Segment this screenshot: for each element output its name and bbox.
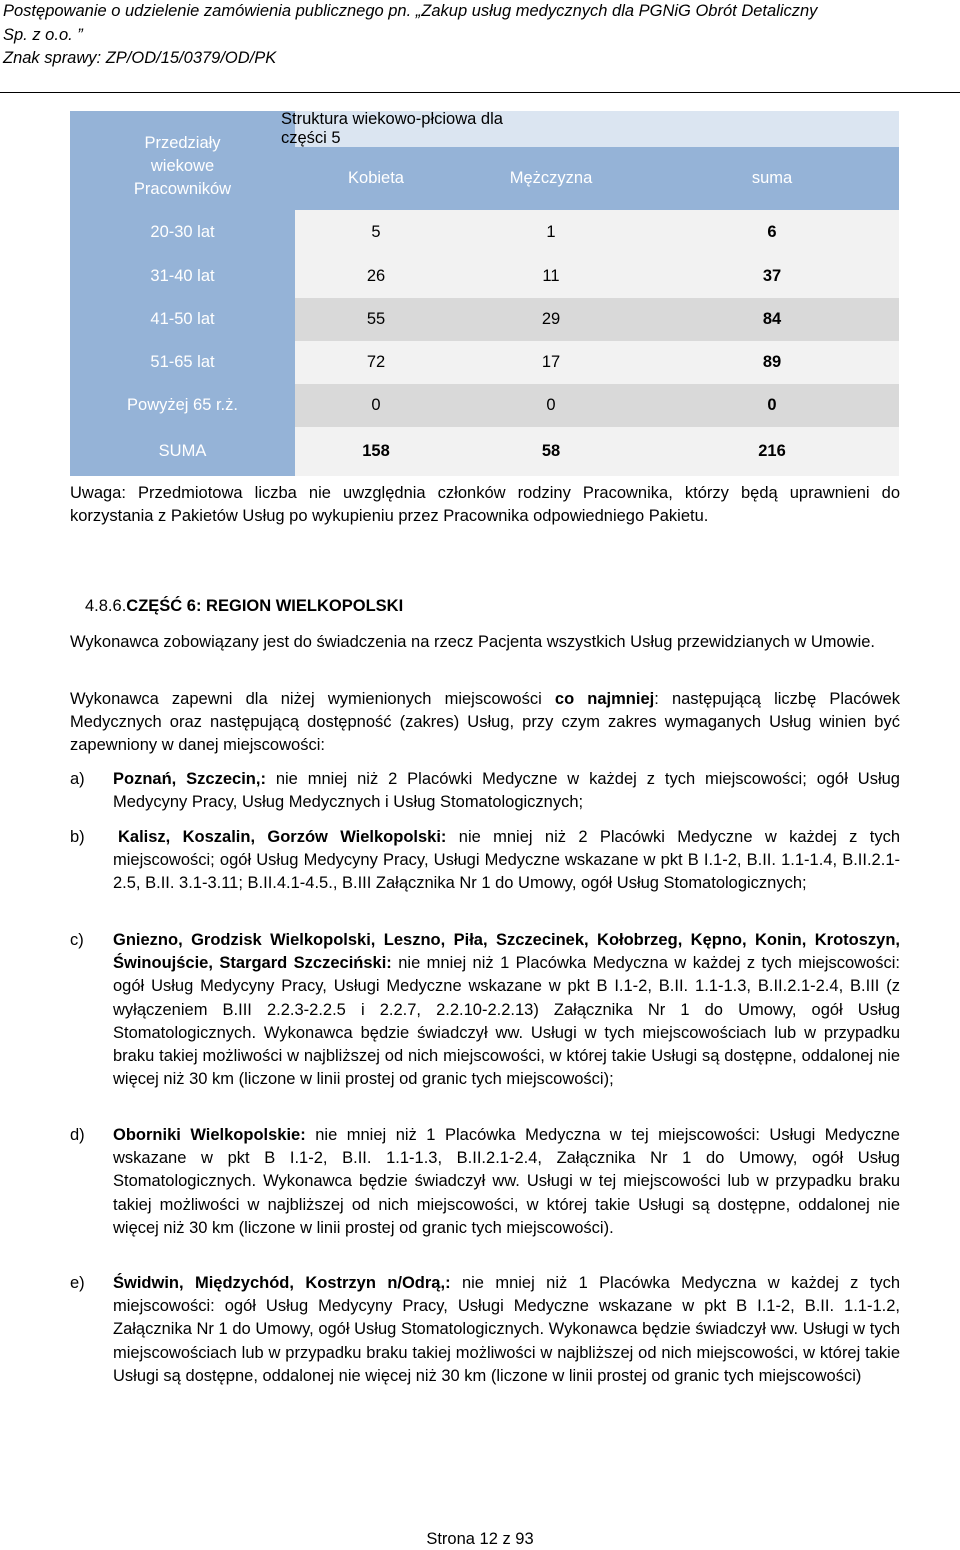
list-places: Poznań, Szczecin,: (113, 770, 266, 788)
corner-header: Przedziały wiekowe Pracowników (133, 133, 232, 198)
cell-kobieta: 5 (371, 223, 381, 241)
para2-part-a: Wykonawca zapewni dla niżej wymienionych miejscowości (70, 690, 555, 708)
paragraph-1: Wykonawca zobowiązany jest do świadczenia na rzecz Pacjenta wszystkich Usług przewidzianych w Umowie. (70, 633, 876, 651)
para2-emphasis: co najmniej (554, 690, 655, 708)
list-label: d) (70, 1126, 85, 1144)
list-places: Oborniki Wielkopolskie: (113, 1126, 306, 1144)
list-label: c) (70, 931, 84, 949)
document-header (3, 0, 933, 71)
table-note: Uwaga: Przedmiotowa liczba nie uwzględnia członków rodziny Pracownika, którzy będą uprawnieni do korzystania z Pakietów Usług po wykupieniu przez Pracownika odpowiedniego Pakietu. (70, 484, 900, 526)
row-label: Powyżej 65 r.ż. (127, 396, 238, 414)
list-label: e) (70, 1274, 85, 1292)
list-places: Gniezno, Grodzisk Wielkopolski, Leszno, Piła, Szczecinek, Kołobrzeg, Kępno, Konin, Krotoszyn, Świnoujście, Stargard Szczeciński: (113, 931, 900, 973)
cell-mezczyzna: 1 (546, 223, 556, 241)
list-text (113, 826, 900, 896)
row-label: 31-40 lat (150, 267, 215, 285)
header-line-3: Znak sprawy: ZP/OD/15/0379/OD/PK (3, 49, 277, 67)
cell-suma: 6 (767, 223, 777, 241)
col-header-suma: suma (751, 169, 793, 187)
list-places: Kalisz, Koszalin, Gorzów Wielkopolski: (118, 828, 447, 846)
paragraph-2 (70, 688, 900, 758)
section-title: CZĘŚĆ 6: REGION WIELKOPOLSKI (126, 597, 404, 615)
total-suma: 216 (758, 442, 786, 460)
page-number: Strona 12 z 93 (426, 1530, 534, 1548)
list-desc: nie mniej niż 2 Placówki Medyczne w każdej z tych miejscowości; ogół Usług Medycyny Pracy, Usługi Medyczne wskazane w pkt B I.1-2, B.II. 1.1-1.4, B.II.2.1-2.5, B.II. 3.1-3.11; B.II.4.1-4.5., B.III Załącznika Nr 1 do Umowy, ogół Usług Stomatologicznych; (113, 828, 900, 893)
row-label: 20-30 lat (150, 223, 215, 241)
col-header-kobieta: Kobieta (348, 169, 404, 187)
list-text (113, 1124, 900, 1240)
header-line-1: Postępowanie o udzielenie zamówienia publicznego pn. „Zakup usług medycznych dla PGNiG Obrót Detaliczny (3, 2, 818, 20)
list-desc: nie mniej niż 1 Placówka Medyczna w każdej z tych miejscowości: ogół Usług Medycyny Pracy, Usługi Medyczne wskazane w pkt B I.1-2, B.II. 1.1-1.3, B.II.2.1-2.4, B.III (z wyłączeniem B.III 2.2.3-2.2.5 i 2.2.7, 2.2.10-2.2.13) Załącznika Nr 1 do Umowy, ogół Usług Stomatologicznych. Wykonawca będzie świadczył ww. Usługi w tych miejscowościach lub w przypadku braku takiej możliwości w najbliższej od nich miejscowości, w której takie Usługi są dostępne, oddalonej nie więcej niż 30 km (liczone w linii prostej od granic tych miejscowości); (113, 954, 900, 1089)
cell-mezczyzna: 17 (541, 353, 561, 371)
para2-part-c: : następującą liczbę Placówek Medycznych oraz następującą dostępność (zakres) Usług, przy czym zakres wymaganych Usług winien być zapewniony w danej miejscowości: (70, 690, 901, 755)
cell-mezczyzna: 11 (542, 267, 560, 285)
list-places: Świdwin, Międzychód, Kostrzyn n/Odrą,: (113, 1274, 451, 1292)
cell-kobieta: 72 (366, 353, 386, 371)
list-text (113, 768, 900, 814)
cell-suma: 0 (767, 396, 777, 414)
header-divider (0, 92, 960, 93)
cell-suma: 84 (762, 310, 782, 328)
total-label: SUMA (158, 442, 207, 460)
section-number: 4.8.6. (85, 597, 127, 615)
cell-kobieta: 55 (366, 310, 386, 328)
header-line-2: Sp. z o.o. ” (3, 25, 83, 44)
row-label: 41-50 lat (150, 310, 215, 328)
list-label: a) (70, 770, 85, 788)
total-kobieta: 158 (362, 442, 390, 460)
cell-suma: 89 (762, 353, 782, 371)
list-text (113, 1272, 900, 1388)
cell-kobieta: 26 (366, 267, 386, 285)
row-label: 51-65 lat (150, 353, 215, 371)
list-text (113, 929, 900, 1091)
list-label: b) (70, 828, 85, 846)
total-mezczyzna: 58 (541, 442, 561, 460)
cell-kobieta: 0 (371, 396, 381, 414)
list-desc: nie mniej niż 1 Placówka Medyczna w każdej z tych miejscowości: ogół Usług Medycyny Pracy, Usługi Medyczne wskazane w pkt B I.1-2, B.II. 1.1-1.2, Załącznika Nr 1 do Umowy, ogół Usług Stomatologicznych. Wykonawca będzie świadczył ww. Usługi w tych miejscowościach lub w przypadku braku takiej możliwości w najbliższej od nich miejscowości, w której takie Usługi są dostępne, oddalonej nie więcej niż 30 km (liczone w linii prostej od granic tych miejscowości) (113, 1274, 900, 1385)
section-heading (85, 597, 403, 616)
list-desc: nie mniej niż 1 Placówka Medyczna w tej miejscowości: Usługi Medyczne wskazane w pkt B I.1-2, B.II. 1.1-1.3, B.II.2.1-2.4, Załącznika Nr 1 do Umowy, ogół Usług Stomatologicznych. Wykonawca będzie świadczył ww. Usługi w tej miejscowości lub w przypadku braku takiej możliwości w najbliższej od nich miejscowości, w której takie Usługi są dostępne, oddalonej nie więcej niż 30 km (liczone w linii prostej od granic tych miejscowości). (113, 1126, 900, 1237)
cell-mezczyzna: 29 (541, 310, 561, 328)
table-title: Struktura wiekowo-płciowa dla części 5 (281, 110, 503, 147)
cell-suma: 37 (762, 267, 782, 285)
list-desc: nie mniej niż 2 Placówki Medyczne w każdej z tych miejscowości; ogół Usług Medycyny Pracy, Usług Medycznych i Usług Stomatologicznych; (113, 770, 900, 812)
col-header-mezczyzna: Mężczyzna (509, 169, 593, 187)
cell-mezczyzna: 0 (546, 396, 556, 414)
